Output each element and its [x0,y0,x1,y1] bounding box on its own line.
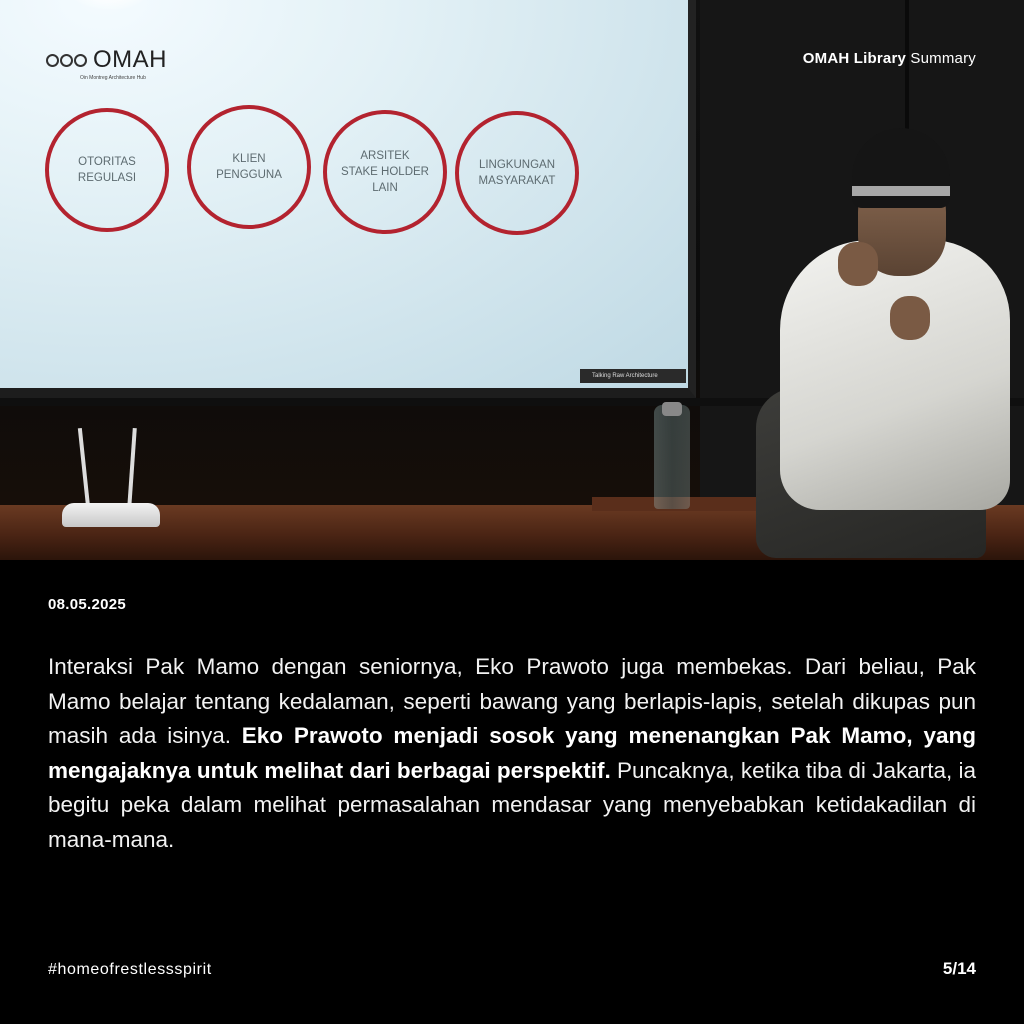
post-body [48,650,976,857]
slide-caption: Talking Raw Architecture [580,369,686,383]
router-antenna-left [78,428,90,508]
slide-logo [46,46,167,74]
body-part2: Puncaknya, ketika tiba di Jakarta, ia begitu peka dalam melihat permasalahan mendasar yang menyebabkan ketidakadilan di mana-mana. [48,757,976,852]
speaker-body [780,240,1010,510]
slide-circle-klien: KLIEN PENGGUNA [187,105,311,229]
body-part1: Interaksi Pak Mamo dengan seniornya, Eko Prawoto juga membekas. Dari beliau, Pak Mamo belajar tentang kedalaman, seperti bawang yang berlapis-lapis, setelah dikupas pun masih ada isinya. [48,654,976,748]
header-title [803,50,976,67]
slide-circle-lingkungan: LINGKUNGAN MASYARAKAT [455,111,579,235]
wifi-router [62,503,160,527]
slide-logo-subtitle: Oin Montreg Architecture Hub [80,75,146,81]
ceiling-light [70,0,150,10]
beanie-stripe [852,186,950,196]
slide-logo-text: OMAH [93,46,167,73]
omah-logo-icon [46,54,87,67]
speaker-hand-right [890,296,930,340]
hashtag: #homeofrestlessspirit [48,961,212,978]
router-antenna-right [127,428,137,508]
slide-circle-otoritas: OTORITAS REGULASI [45,108,169,232]
bottle-cap [662,402,682,416]
post-date: 08.05.2025 [48,596,127,613]
slide-circle-arsitek: ARSITEK STAKE HOLDER LAIN [323,110,447,234]
water-bottle [654,405,690,509]
header-section: Summary [910,50,976,67]
speaker-hand-left [838,242,878,286]
page-indicator: 5/14 [942,959,976,978]
body-bold: Eko Prawoto menjadi sosok yang menenangkan Pak Mamo, yang mengajaknya untuk melihat dari berbagai perspektif. [48,723,976,783]
header-brand: OMAH Library [802,50,907,67]
projection-screen [0,0,696,398]
